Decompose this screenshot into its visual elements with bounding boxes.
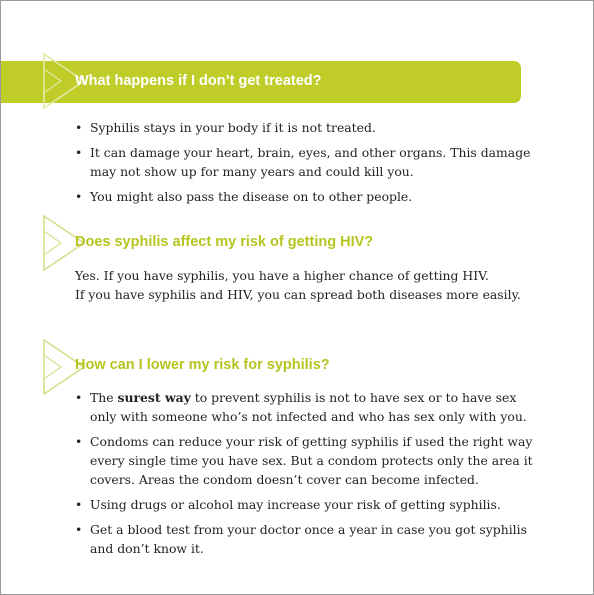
lower-risk-bullet-list [75, 388, 545, 564]
bullet-icon: • [75, 497, 83, 512]
bullet-icon: • [75, 434, 83, 449]
list-item: • Syphilis stays in your body if it is not treated. [75, 120, 376, 135]
list-item: • Get a blood test from your doctor once a year in case you got syphilis and don’t know it. [75, 522, 527, 556]
section-heading-untreated: What happens if I don’t get treated? [75, 73, 322, 89]
bullet-icon: • [75, 189, 83, 204]
hiv-risk-paragraph: Yes. If you have syphilis, you have a higher chance of getting HIV. If you have syphilis and HIV, you can spread both diseases more easily. [75, 268, 521, 302]
section-heading-hiv-risk: Does syphilis affect my risk of getting HIV? [75, 234, 374, 250]
list-item: • Using drugs or alcohol may increase your risk of getting syphilis. [75, 497, 501, 512]
section-heading-lower-risk: How can I lower my risk for syphilis? [75, 357, 330, 373]
bullet-icon: • [75, 522, 83, 537]
list-item: • The surest way to prevent syphilis is not to have sex or to have sex only with someone who’s not infected and who has sex only with you. [75, 390, 527, 424]
list-item: • Condoms can reduce your risk of getting syphilis if used the right way every single time you have sex. But a condom protects only the area it covers. Areas the condom doesn’t cover can become infected. [75, 434, 533, 487]
bullet-icon: • [75, 145, 83, 160]
bullet-icon: • [75, 390, 83, 405]
untreated-bullet-list [75, 118, 545, 212]
list-item: • It can damage your heart, brain, eyes, and other organs. This damage may not show up for many years and could kill you. [75, 145, 531, 179]
bullet-icon: • [75, 120, 83, 135]
list-item: • You might also pass the disease on to other people. [75, 189, 413, 204]
